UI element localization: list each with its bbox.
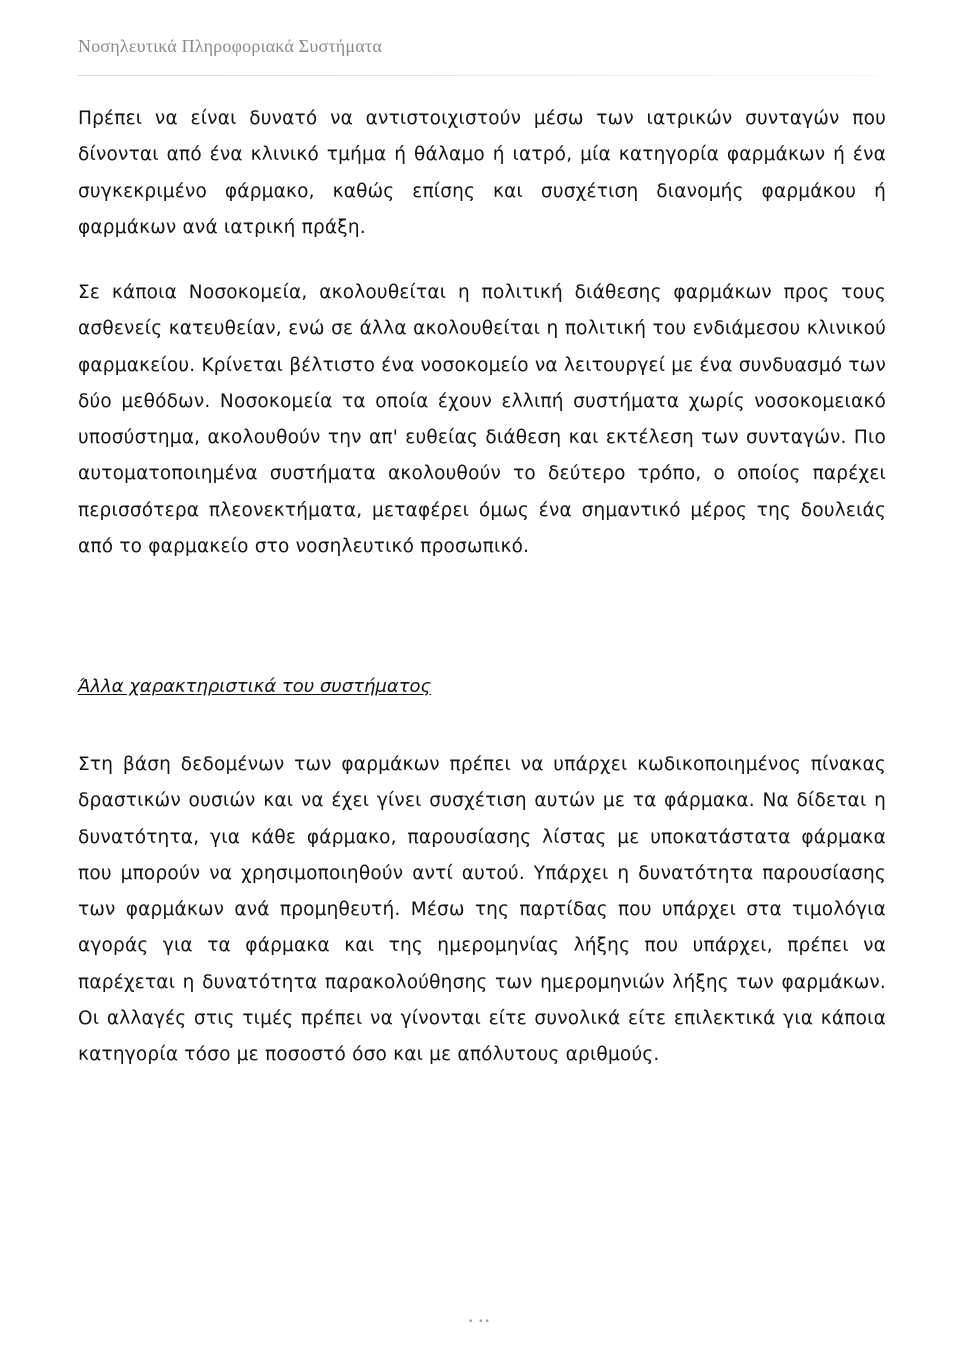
paragraph-prescriptions: Πρέπει να είναι δυνατό να αντιστοιχιστούν μέσω των ιατρικών συνταγών που δίνονται από ένα κλινικό τμήμα ή θάλαμο ή ιατρό, μία κατηγορία φαρμάκων ή ένα συγκεκριμένο φάρμακο, καθώς επίσης και συσχέτιση διανομής φαρμάκου ή φαρμάκων ανά ιατρική πράξη.	[78, 108, 886, 238]
page-mark: • ••	[468, 1317, 491, 1327]
section-heading: Άλλα χαρακτηριστικά του συστήματος	[78, 676, 432, 697]
paragraph-drug-database: Στη βάση δεδομένων των φαρμάκων πρέπει να υπάρχει κωδικοποιημένος πίνακας δραστικών ουσιών και να έχει γίνει συσχέτιση αυτών με τα φάρμακα. Να δίδεται η δυνατότητα, για κάθε φάρμακο, παρουσίασης λίστας με υποκατάστατα φάρμακα που μπορούν να χρησιμοποιηθούν αντί αυτού. Υπάρχει η δυνατότητα παρουσίασης των φαρμάκων ανά προμηθευτή. Μέσω της παρτίδας που υπάρχει στα τιμολόγια αγοράς για τα φάρμακα και της ημερομηνίας λήξης που υπάρχει, πρέπει να παρέχεται η δυνατότητα παρακολούθησης των ημερομηνιών λήξης των φαρμάκων. Οι αλλαγές στις τιμές πρέπει να γίνονται είτε συνολικά είτε επιλεκτικά για κάποια κατηγορία τόσο με ποσοστό όσο και με απόλυτους αριθμούς.	[78, 754, 886, 1066]
header-divider	[78, 75, 878, 76]
running-header: Νοσηλευτικά Πληροφοριακά Συστήματα	[78, 36, 382, 56]
paragraph-distribution-policy: Σε κάποια Νοσοκομεία, ακολουθείται η πολιτική διάθεσης φαρμάκων προς τους ασθενείς κατευθείαν, ενώ σε άλλα ακολουθείται η πολιτική του ενδιάμεσου κλινικού φαρμακείου. Κρίνεται βέλτιστο ένα νοσοκομείο να λειτουργεί με ένα συνδυασμό των δύο μεθόδων. Νοσοκομεία τα οποία έχουν ελλιπή συστήματα χωρίς νοσοκομειακό υποσύστημα, ακολουθούν την απ' ευθείας διάθεση και εκτέλεση των συνταγών. Πιο αυτοματοποιημένα συστήματα ακολουθούν το δεύτερο τρόπο, ο οποίος παρέχει περισσότερα πλεονεκτήματα, μεταφέρει όμως ένα σημαντικό μέρος της δουλειάς από το φαρμακείο στο νοσηλευτικό προσωπικό.	[78, 282, 886, 558]
